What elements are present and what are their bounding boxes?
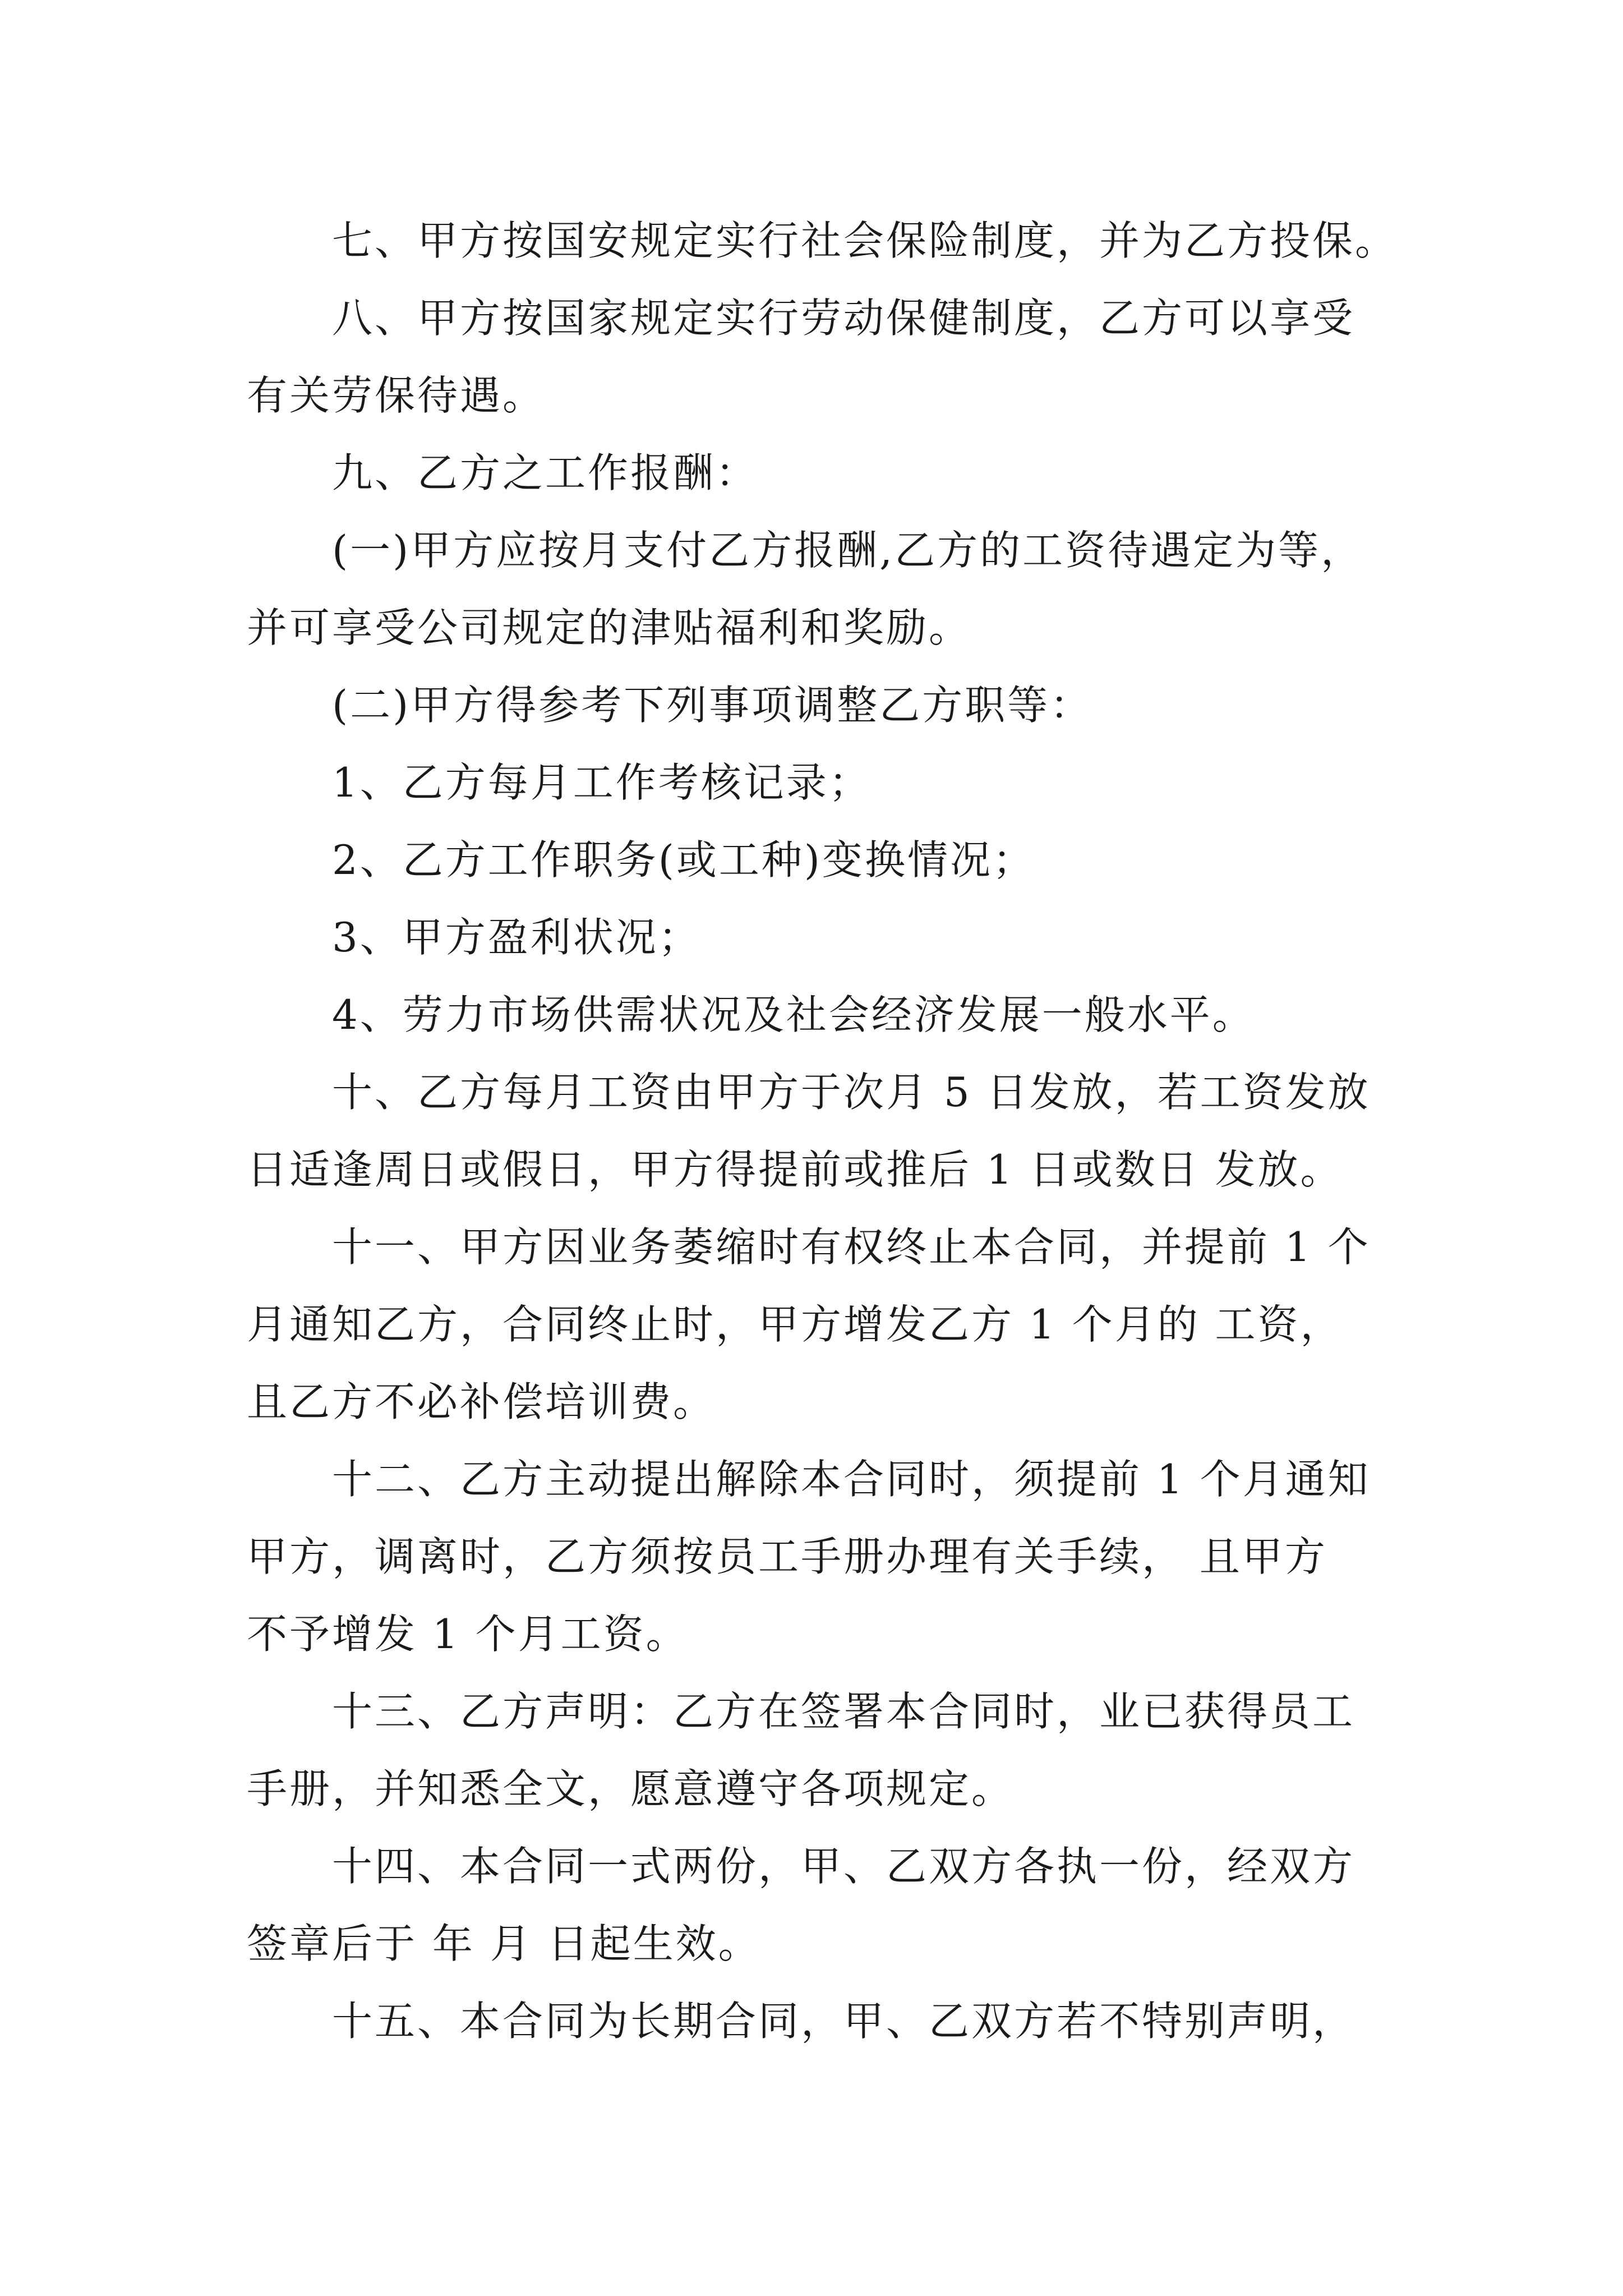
list-item-1 [247,744,1402,821]
clause-11 [247,1208,1402,1441]
list-item-4 [247,976,1402,1053]
clause-10 [247,1053,1402,1208]
paragraph-line: 并可享受公司规定的津贴福利和奖励。 [247,604,972,651]
paragraph-line: 不予增发 1 个月工资。 [247,1611,689,1658]
paragraph-line: 十四、本合同一式两份，甲、乙双方各执一份，经双方 [332,1843,1355,1890]
paragraph-line: 且乙方不必补偿培训费。 [247,1378,716,1425]
clause-7 [247,202,1402,279]
paragraph-line: 3、甲方盈利状况； [332,914,701,961]
paragraph-line: 十一、甲方因业务萎缩时有权终止本合同，并提前 1 个 [332,1223,1371,1271]
list-item-3 [247,899,1402,976]
clause-8 [247,279,1402,434]
paragraph-line: 九、乙方之工作报酬： [332,449,759,496]
paragraph-line: 甲方，调离时，乙方须按员工手册办理有关手续， 且甲方 [247,1533,1327,1580]
clause-9-heading [247,434,1402,512]
paragraph-line: (二)甲方得参考下列事项调整乙方职等： [332,682,1093,729]
clause-9-item-1 [247,512,1402,666]
paragraph-line: 十二、乙方主动提出解除本合同时，须提前 1 个月通知 [332,1456,1371,1503]
clause-13 [247,1673,1402,1828]
paragraph-line: 十三、乙方声明：乙方在签署本合同时，业已获得员工 [332,1688,1355,1735]
paragraph-line: 十五、本合同为长期合同，甲、乙双方若不特别声明， [332,1998,1355,2045]
clause-15 [247,1982,1402,2060]
contract-body [247,202,1402,2060]
paragraph-line: 十、乙方每月工资由甲方于次月 5 日发放，若工资发放 [332,1069,1371,1116]
paragraph-line: 日适逢周日或假日，甲方得提前或推后 1 日或数日 发放。 [247,1146,1343,1193]
paragraph-line: 2、乙方工作职务(或工种)变换情况； [332,836,1035,884]
clause-12 [247,1441,1402,1673]
list-item-2 [247,821,1402,899]
clause-14 [247,1828,1402,1982]
paragraph-line: 4、劳力市场供需状况及社会经济发展一般水平。 [332,991,1255,1038]
paragraph-line: 有关劳保待遇。 [247,372,546,419]
paragraph-line: 1、乙方每月工作考核记录； [332,759,872,806]
paragraph-line: 八、甲方按国家规定实行劳动保健制度，乙方可以享受 [332,295,1355,342]
clause-9-item-2 [247,666,1402,744]
paragraph-line: 签章后于 年 月 日起生效。 [247,1920,761,1967]
paragraph-line: (一)甲方应按月支付乙方报酬,乙方的工资待遇定为等， [332,527,1364,574]
paragraph-line: 手册，并知悉全文，愿意遵守各项规定。 [247,1765,1015,1812]
paragraph-line: 七、甲方按国安规定实行社会保险制度，并为乙方投保。 [332,217,1398,264]
paragraph-line: 月通知乙方，合同终止时，甲方增发乙方 1 个月的 工资， [247,1301,1343,1348]
